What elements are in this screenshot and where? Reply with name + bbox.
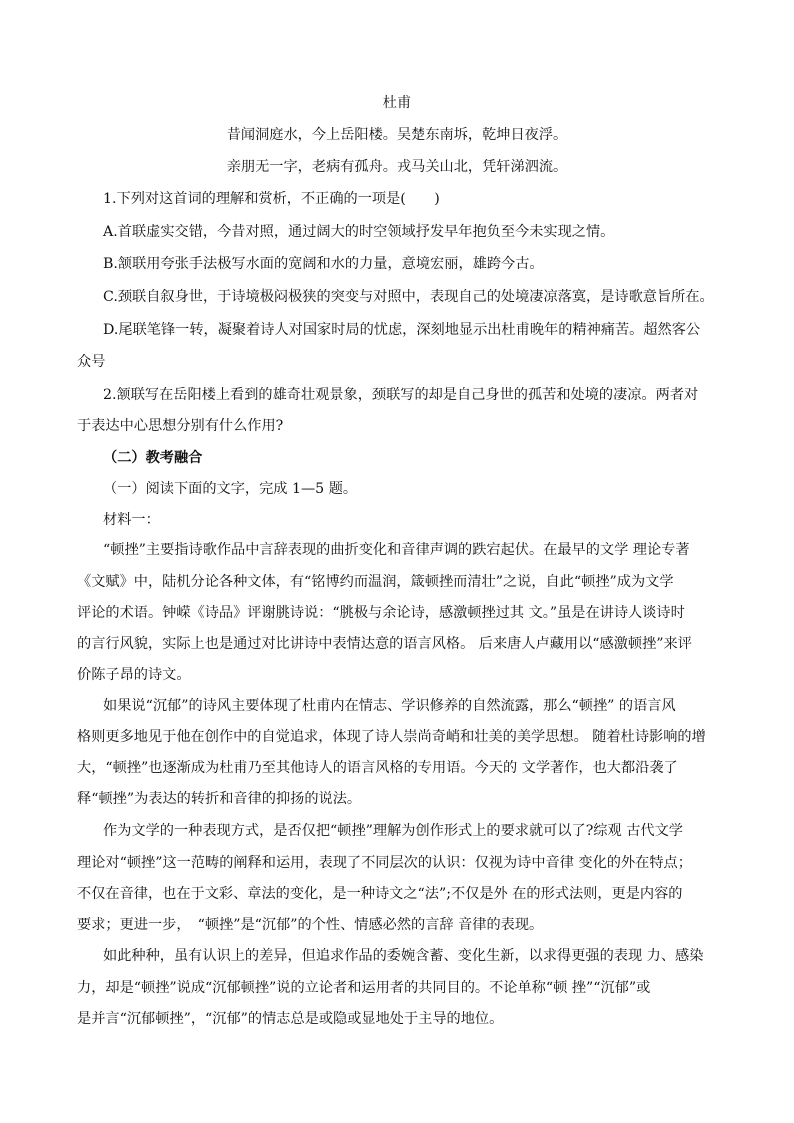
paragraph-3-line: 要求；更进一步， “顿挫”是“沉郁”的个性、情感必然的言辞 音律的表现。 (77, 917, 544, 933)
paragraph-4-line: 如此种种，虽有认识上的差异，但追求作品的委婉含蓄、变化生新，以求得更强的表现 力、感染 (103, 948, 704, 964)
question-1-option-b: B.颔联用夸张手法极写水面的宽阔和水的力量，意境宏丽，雄跨今古。 (103, 256, 544, 272)
paragraph-2-line: 释“顿挫”为表达的转折和音律的抑扬的说法。 (77, 791, 362, 807)
paragraph-1-line: 价陈子昂的诗文。 (77, 667, 191, 683)
question-1-option-c: C.颈联自叙身世，于诗境极闷极狭的突变与对照中，表现自己的处境凄凉落寞，是诗歌意旨所在。 (103, 289, 714, 305)
paragraph-3-line: 作为文学的一种表现方式，是否仅把“顿挫”理解为创作形式上的要求就可以了?综观 古代文学 (103, 823, 683, 839)
paragraph-3-line: 不仅在音律，也在于文彩、章法的变化，是一种诗文之“法”;不仅是外 在的形式法则，更是内容的 (77, 886, 683, 902)
material-label: 材料一： (103, 512, 160, 528)
paragraph-1-line: 的言行风貌，实际上也是通过对比讲诗中表情达意的语言风格。 后来唐人卢藏用以“感激顿挫”来评 (77, 636, 692, 652)
paragraph-1-line: “顿挫”主要指诗歌作品中言辞表现的曲折变化和音律声调的跌宕起伏。在最早的文学 理论专著 (103, 542, 690, 558)
paragraph-4-line: 力，却是“顿挫”说成“沉郁顿挫”说的立论者和运用者的共同目的。不论单称“顿 挫”“沉郁”或 (77, 980, 651, 996)
question-2-line-2: 于表达中心思想分别有什么作用? (77, 418, 284, 434)
paragraph-1-line: 评论的术语。钟嵘《诗品》评谢朓诗说：“朓极与余论诗，感激顿挫过其 文。”虽是在讲诗人谈诗时 (77, 605, 685, 621)
question-1-stem: 1.下列对这首词的理解和赏析，不正确的一项是( ) (103, 191, 440, 207)
reading-instruction: （一）阅读下面的文字，完成 1—5 题。 (103, 481, 358, 497)
poem-line-1: 昔闻洞庭水，今上岳阳楼。吴楚东南坼，乾坤日夜浮。 (226, 127, 568, 143)
section-heading: （二）教考融合 (103, 450, 203, 466)
question-1-option-a: A.首联虚实交错，今昔对照，通过阔大的时空领域抒发早年抱负至今未实现之情。 (103, 224, 615, 240)
paragraph-2-line: 如果说“沉郁”的诗风主要体现了杜甫内在情志、学识修养的自然流露，那么“顿挫” 的语言风 (103, 698, 676, 714)
poem-author: 杜甫 (382, 95, 412, 111)
paragraph-3-line: 理论对“顿挫”这一范畴的阐释和运用，表现了不同层次的认识：仅视为诗中音律 变化的外在特点； (77, 855, 692, 871)
paragraph-2-line: 格则更多地见于他在创作中的自觉追求，体现了诗人崇尚奇峭和壮美的美学思想。 随着杜诗影响的增 (77, 729, 706, 745)
paragraph-4-line: 是并言“沉郁顿挫”，“沉郁”的情志总是或隐或显地处于主导的地位。 (77, 1011, 504, 1027)
question-1-option-d-cont: 众号 (77, 354, 106, 370)
poem-line-2: 亲朋无一字，老病有孤舟。戎马关山北，凭轩涕泗流。 (226, 159, 568, 175)
paragraph-1-line: 《文赋》中，陆机分论各种文体，有“铭博约而温润，箴顿挫而清壮”之说，自此“顿挫”成为文学 (77, 574, 674, 590)
question-2-line-1: 2.颔联写在岳阳楼上看到的雄奇壮观景象，颈联写的却是自己身世的孤苦和处境的凄凉。两者对 (103, 387, 699, 403)
paragraph-2-line: 大，“顿挫”也逐渐成为杜甫乃至其他诗人的语言风格的专用语。今天的 文学著作，也大都沿袭了 (77, 760, 678, 776)
question-1-option-d: D.尾联笔锋一转，凝聚着诗人对国家时局的忧虑，深刻地显示出杜甫晚年的精神痛苦。超然客公 (103, 322, 701, 338)
